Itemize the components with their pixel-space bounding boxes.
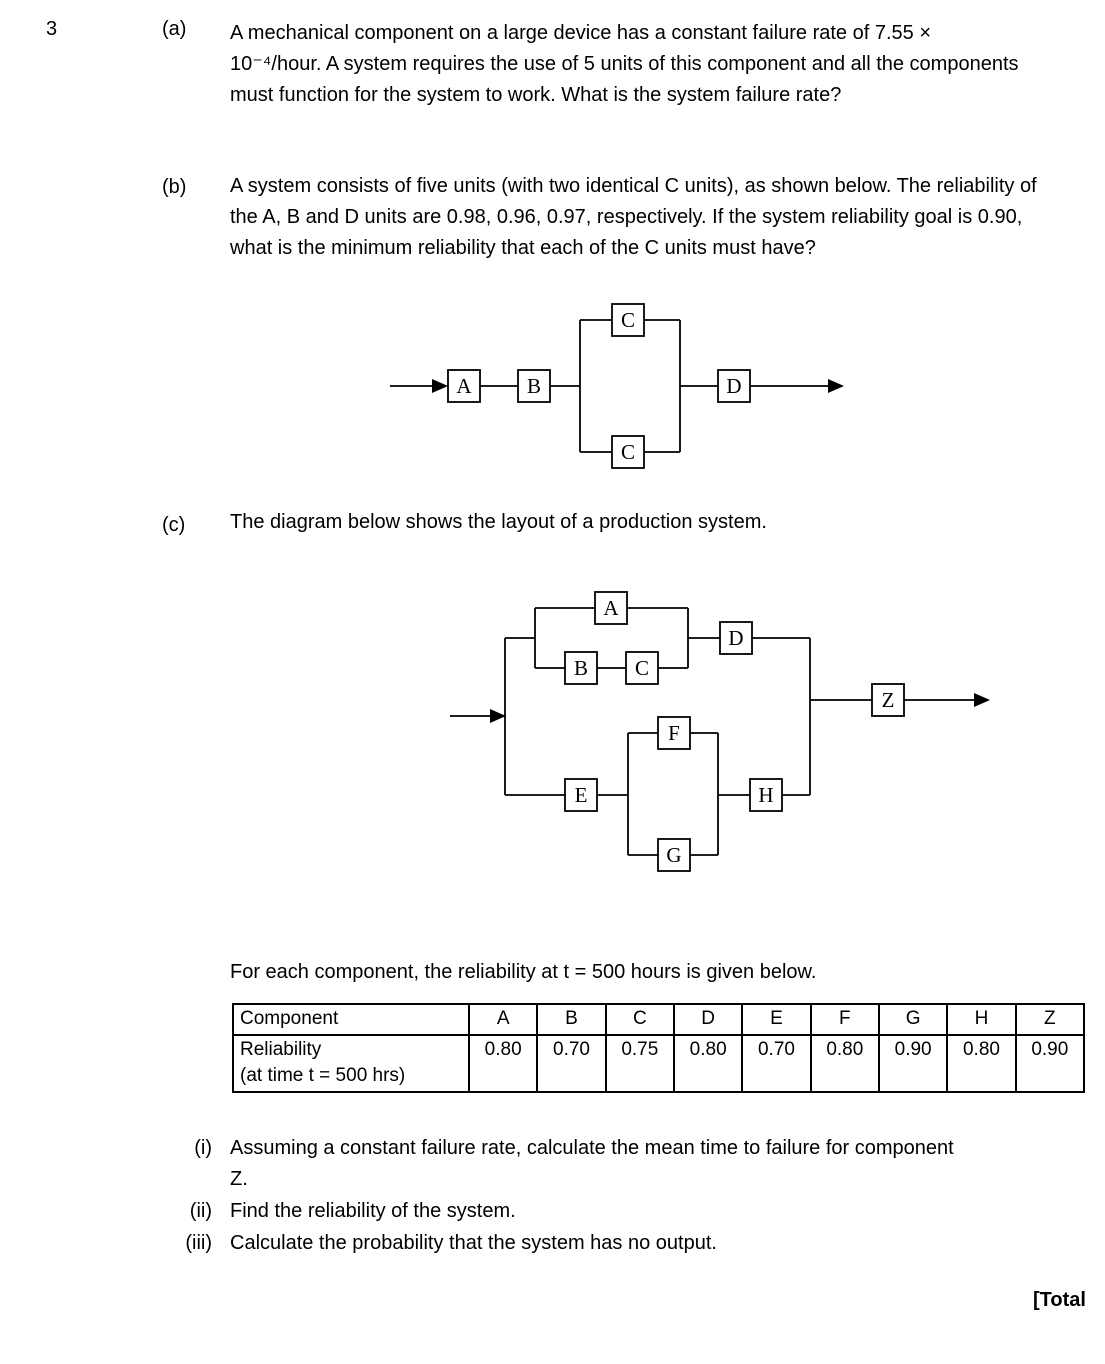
block-a-label: A <box>456 374 472 398</box>
subquestion-ii <box>150 1196 516 1227</box>
part-a-label: (a) <box>162 18 187 40</box>
input-arrowhead-icon <box>432 379 448 393</box>
table-header-g: G <box>879 1004 947 1035</box>
part-a-text: A mechanical component on a large device has a constant failure rate of 7.55 × 10⁻⁴/hour. A system requires the use of 5 units of this component and all the components must function for the system to work. What is the system failure rate? <box>230 22 1019 106</box>
reliability-h: 0.80 <box>947 1035 1015 1092</box>
block-f-label: F <box>668 721 680 745</box>
block-d-label: D <box>726 374 742 398</box>
reliability-f: 0.80 <box>811 1035 879 1092</box>
block-b-label: B <box>573 656 589 680</box>
diagram-c-labels <box>574 596 894 867</box>
table-header-f: F <box>811 1004 879 1035</box>
table-header-e: E <box>742 1004 810 1035</box>
block-c-bottom-label: C <box>620 440 636 464</box>
table-header-h: H <box>947 1004 1015 1035</box>
subquestion-iii-label: (iii) <box>185 1232 212 1254</box>
block-c-top-label: C <box>620 308 636 332</box>
input-arrowhead-icon <box>490 709 506 723</box>
reliability-e: 0.70 <box>742 1035 810 1092</box>
table-header-row <box>233 1004 1084 1035</box>
total-marks-label: [Total <box>1033 1289 1086 1311</box>
subquestion-i <box>150 1133 962 1195</box>
subquestion-i-text: Assuming a constant failure rate, calculate the mean time to failure for component Z. <box>230 1137 954 1190</box>
block-b-label: B <box>526 374 542 398</box>
reliability-z: 0.90 <box>1016 1035 1084 1092</box>
block-g-label: G <box>666 843 682 867</box>
diagram-part-b <box>378 296 858 476</box>
reliability-d: 0.80 <box>674 1035 742 1092</box>
question-number: 3 <box>46 18 58 40</box>
subquestion-ii-label: (ii) <box>189 1200 212 1222</box>
block-c-label: C <box>634 656 650 680</box>
reliability-table <box>232 1003 1085 1093</box>
reliability-b: 0.70 <box>537 1035 605 1092</box>
block-e-label: E <box>574 783 588 807</box>
table-header-a: A <box>469 1004 537 1035</box>
reliability-a: 0.80 <box>469 1035 537 1092</box>
table-header-z: Z <box>1016 1004 1084 1035</box>
subquestion-iii-text: Calculate the probability that the system has no output. <box>230 1232 717 1254</box>
part-c-label: (c) <box>162 514 186 536</box>
diagram-part-c <box>440 568 1015 883</box>
diagram-c-connectors <box>450 608 976 855</box>
block-z-label: Z <box>881 688 895 712</box>
output-arrowhead-icon <box>974 693 990 707</box>
table-header-component: Component <box>233 1004 469 1035</box>
block-d-label: D <box>728 626 744 650</box>
table-row-label-line1: Reliability <box>240 1039 322 1060</box>
subquestion-i-label: (i) <box>194 1137 212 1159</box>
part-c-intro: The diagram below shows the layout of a production system. <box>230 511 767 533</box>
table-header-c: C <box>606 1004 674 1035</box>
block-a-label: A <box>603 596 619 620</box>
table-row-label-line2: (at time t = 500 hrs) <box>240 1065 406 1086</box>
table-row-label-cell <box>233 1035 469 1092</box>
output-arrowhead-icon <box>828 379 844 393</box>
reliability-c: 0.75 <box>606 1035 674 1092</box>
table-header-d: D <box>674 1004 742 1035</box>
table-value-row <box>233 1035 1084 1092</box>
reliability-g: 0.90 <box>879 1035 947 1092</box>
subquestion-ii-text: Find the reliability of the system. <box>230 1200 516 1222</box>
block-h-label: H <box>758 783 774 807</box>
table-caption: For each component, the reliability at t = 500 hours is given below. <box>230 961 817 983</box>
part-b-text: A system consists of five units (with two identical C units), as shown below. The reliability of the A, B and D units are 0.98, 0.96, 0.97, respectively. If the system reliability goal is 0.90, what is the minimum reliability that each of the C units must have? <box>230 175 1037 259</box>
subquestion-iii <box>150 1228 717 1259</box>
table-header-b: B <box>537 1004 605 1035</box>
part-b-label: (b) <box>162 176 187 198</box>
